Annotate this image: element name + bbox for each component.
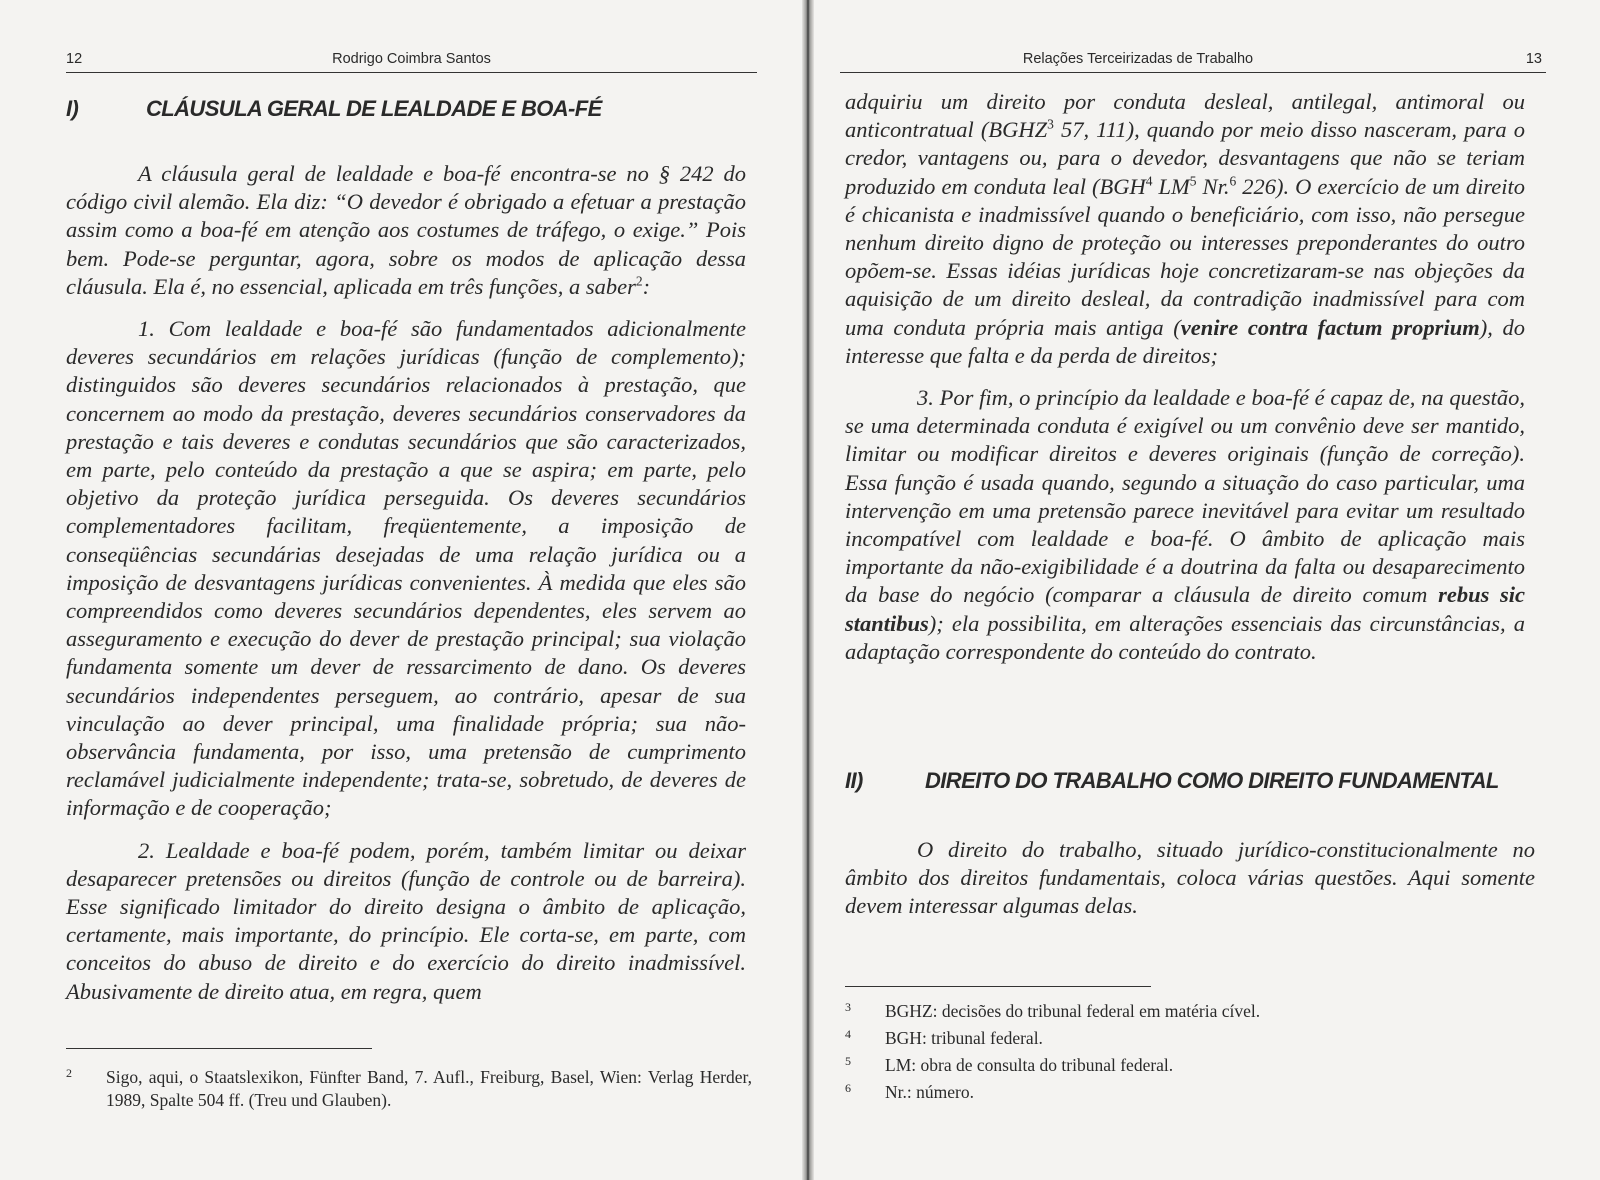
footnote-mark: 5 xyxy=(845,1054,851,1068)
footnote-mark: 2 xyxy=(66,1066,72,1080)
footnote-text: Nr.: número. xyxy=(885,1082,974,1102)
footnote-ref: 5 xyxy=(1189,173,1197,189)
section-title: CLÁUSULA GERAL DE LEALDADE E BOA-FÉ xyxy=(146,96,602,121)
footnote-rule xyxy=(845,986,1151,987)
footnote-6 xyxy=(845,1081,1525,1104)
footnote-mark: 4 xyxy=(845,1027,851,1041)
page-number: 12 xyxy=(66,51,83,67)
paragraph-1: 1. Com lealdade e boa-fé são fundamentados adicionalmente deveres secundários em relações jurídicas (função de complemento); distinguidos são deveres secundários relacionados à prestação, que concernem ao modo da prestação, deveres secundários conservadores da prestação e tais deveres e condutas secundários que são caracterizados, em parte, pelo conteúdo da prestação a que se aspira; em parte, pelo objetivo da proteção jurídica perseguida. Os deveres secundários complementadores facilitam, freqüentemente, a imposição de conseqüências secundárias desejadas de uma relação jurídica ou a imposição de desvantagens jurídicas convenientes. À medida que eles são compreendidos como deveres secundários dependentes, eles servem ao asseguramento e execução do dever de prestação principal; sua violação fundamenta somente um dever de ressarcimento de dano. Os deveres secundários independentes perseguem, ao contrário, apesar de sua vinculação ao dever principal, uma finalidade própria; sua não-observância fundamenta, por isso, uma pretensão de cumprimento reclamável judicialmente independente; trata-se, sobretudo, de deveres de informação e de cooperação; xyxy=(66,316,746,821)
footnote-2 xyxy=(66,1066,752,1112)
paragraph-3: 3. Por fim, o princípio da lealdade e boa-fé é capaz de, na questão, se uma determinada conduta é exigível ou um convênio deve ser mantido, limitar ou modificar direitos e deveres originais (função de correção). Essa função é usada quando, segundo a situação do caso particular, uma intervenção em uma pretensão parece inevitável para evitar um resultado incompatível com lealdade e boa-fé. O âmbito de aplicação mais importante da não-exigibilidade é a doutrina da falta ou desaparecimento da base do negócio (comparar a cláusula de direito comum rebus sic stantibus); ela possibilita, em alterações essenciais das circunstâncias, a adaptação correspondente do conteúdo do contrato. xyxy=(845,385,1525,664)
latin-term: rebus sic stantibus xyxy=(845,582,1525,636)
running-head: Rodrigo Coimbra Santos xyxy=(332,51,491,67)
footnote-ref: 4 xyxy=(1145,173,1153,189)
left-page-header xyxy=(66,50,757,73)
footnote-mark: 6 xyxy=(845,1081,851,1095)
footnote-5 xyxy=(845,1054,1525,1077)
right-page-header xyxy=(840,50,1546,73)
footnote-text: Sigo, aqui, o Staatslexikon, Fünfter Band, 7. Aufl., Freiburg, Basel, Wien: Verlag Herder, 1989, Spalte 504 ff. (Treu und Glauben). xyxy=(106,1067,752,1110)
left-footnotes xyxy=(66,1066,752,1116)
page-number: 13 xyxy=(1525,51,1542,67)
footnote-4 xyxy=(845,1027,1525,1050)
left-body xyxy=(66,160,746,1006)
paragraph-2: 2. Lealdade e boa-fé podem, porém, também limitar ou deixar desaparecer pretensões ou direitos (função de controle ou de barreira). Esse significado limitador do direito designa o âmbito de aplicação, certamente, mais importante, do princípio. Ele corta-se, em parte, com conceitos do abuso de direito e do exercício do direito inadmissível. Abusivamente de direito atua, em regra, quem xyxy=(66,837,746,1004)
footnote-3 xyxy=(845,1000,1525,1023)
section-title: DIREITO DO TRABALHO COMO DIREITO FUNDAMENTAL xyxy=(925,768,1499,793)
right-body-bottom xyxy=(845,836,1535,921)
footnote-ref: 2 xyxy=(635,273,643,289)
section-number: I) xyxy=(66,96,79,121)
section-number: II) xyxy=(845,768,863,793)
footnote-text: BGH: tribunal federal. xyxy=(885,1028,1043,1048)
footnote-text: LM: obra de consulta do tribunal federal. xyxy=(885,1055,1174,1075)
continued-paragraph: adquiriu um direito por conduta desleal, antilegal, antimoral ou anticontratual (BGHZ$^3$ 57, 111), quando por meio disso nasceram, para o credor, vantagens ou, para o devedor, desvantagens que não se teriam produzido em conduta leal (BGH$^4$ $LM^5$ Nr.$^6$ 226). O exercício de um direito é chicanista e inadmissível quando o beneficiário, com isso, não persegue nenhum direito digno de proteção ou interesses preponderantes do outro opõem-se. Essas idéias jurídicas hoje concretizaram-se nas objeções da aquisição de um direito desleal, da contradição inadmissível para com uma conduta própria mais antiga (venire contra factum proprium), do interesse que falta e da perda de direitos; xyxy=(845,89,1525,368)
intro-paragraph: A cláusula geral de lealdade e boa-fé encontra-se no § 242 do código civil alemão. Ela diz: “O devedor é obrigado a efetuar a prestação assim como a boa-fé em atenção aos costumes de tráfego, o exige.” Pois bem. Pode-se perguntar, agora, sobre os modos de aplicação dessa cláusula. Ela é, no essencial, aplicada em três funções, a saber$^2$: xyxy=(66,161,746,299)
paragraph-4: O direito do trabalho, situado jurídico-constitucionalmente no âmbito dos direitos fundamentais, coloca várias questões. Aqui somente devem interessar algumas delas. xyxy=(845,837,1535,919)
footnote-ref: 6 xyxy=(1229,173,1237,189)
right-body-top xyxy=(845,88,1525,666)
right-page xyxy=(815,0,1600,1180)
latin-term: venire contra factum proprium xyxy=(1180,314,1480,340)
right-footnotes xyxy=(845,1000,1525,1108)
footnote-mark: 3 xyxy=(845,1000,851,1014)
running-head: Relações Terceirizadas de Trabalho xyxy=(1022,51,1254,67)
book-gutter xyxy=(802,0,814,1180)
footnote-rule xyxy=(66,1048,372,1049)
footnote-text: BGHZ: decisões do tribunal federal em matéria cível. xyxy=(885,1001,1261,1021)
footnote-ref: 3 xyxy=(1047,116,1054,132)
